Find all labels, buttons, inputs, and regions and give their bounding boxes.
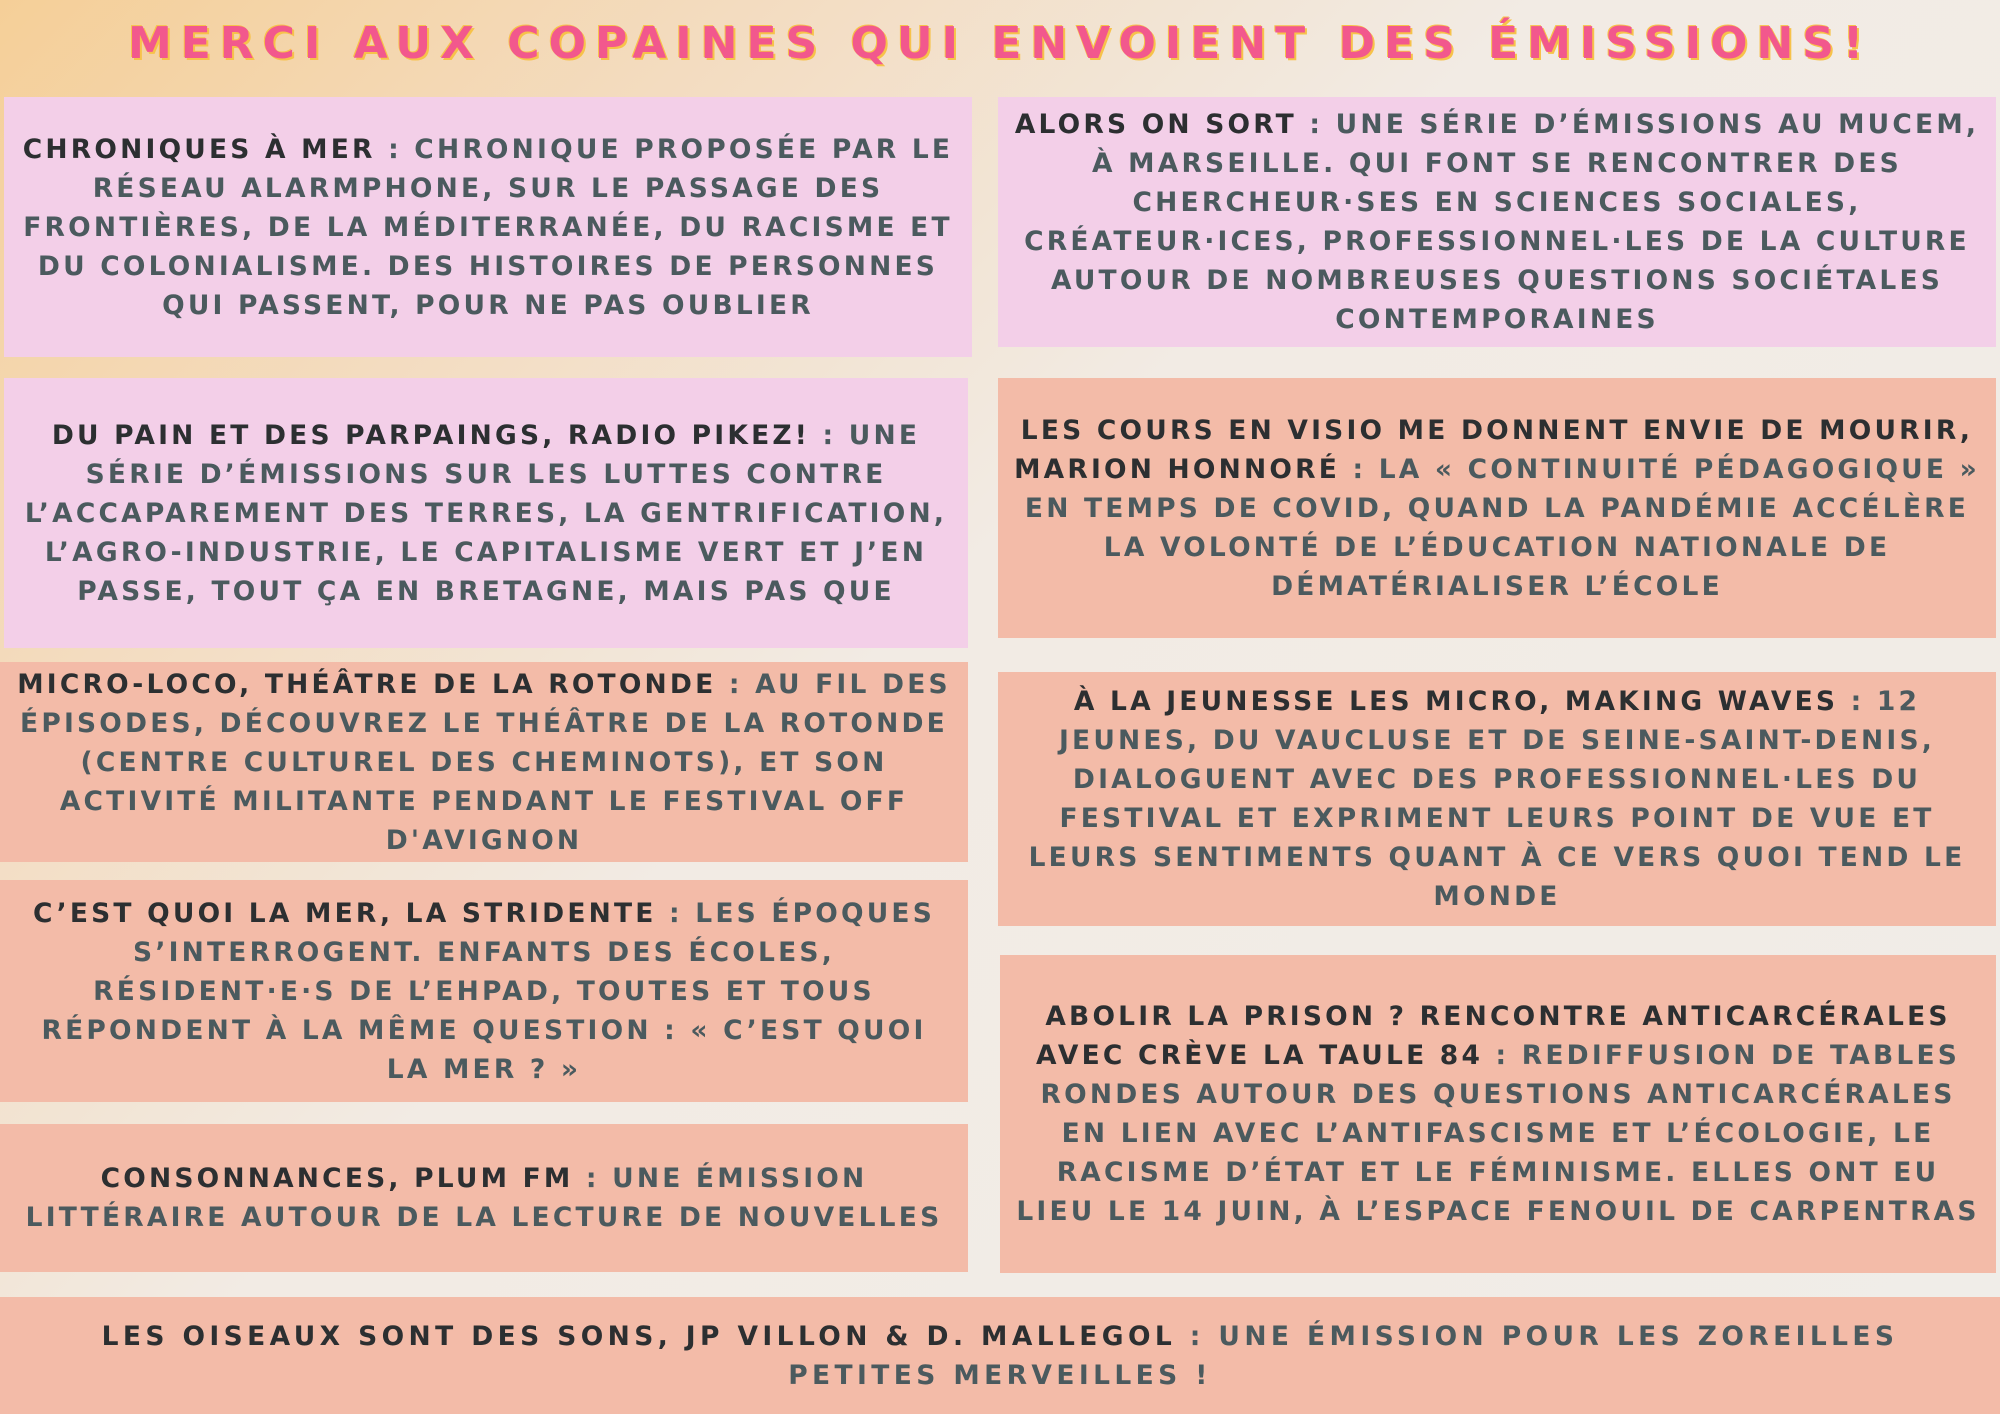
card-jeunesse-les-micro (998, 672, 1996, 926)
card-name: LES COURS EN VISIO ME DONNENT ENVIE DE MOURIR, MARION HONNORÉ (1014, 414, 1974, 485)
card-les-oiseaux-sont-des-sons (0, 1297, 2000, 1414)
card-cours-en-visio (998, 378, 1996, 638)
card-separator: : (716, 668, 756, 700)
card-cest-quoi-la-mer (0, 880, 968, 1102)
card-separator: : (1340, 453, 1379, 485)
card-name: CHRONIQUES À MER (22, 133, 376, 165)
card-consonnances (0, 1124, 968, 1272)
card-separator: : (573, 1163, 613, 1194)
card-description: UNE ÉMISSION POUR LES ZOREILLES PETITES MERVEILLES ! (788, 1320, 1899, 1391)
card-name: À LA JEUNESSE LES MICRO, MAKING WAVES (1073, 686, 1839, 717)
card-separator: : (1483, 1040, 1522, 1071)
card-description: LES ÉPOQUES S’INTERROGENT. ENFANTS DES ÉCOLES, RÉSIDENT·E·S DE L’EHPAD, TOUTES ET TOUS RÉPONDENT À LA MÊME QUESTION : « C’EST QUOI LA MER ? » (41, 897, 936, 1085)
card-chroniques-a-mer (4, 97, 972, 357)
card-separator: : (1176, 1320, 1219, 1352)
card-description: UNE SÉRIE D’ÉMISSIONS AU MUCEM, À MARSEILLE. QUI FONT SE RENCONTRER DES CHERCHEUR·SES EN SCIENCES SOCIALES, CRÉATEUR·ICES, PROFESSIONNEL·LES DE LA CULTURE AUTOUR DE NOMBREUSES QUESTIONS SOCIÉTALES CONTEMPORAINES (1024, 109, 1980, 335)
card-description: UNE SÉRIE D’ÉMISSIONS SUR LES LUTTES CONTRE L’ACCAPAREMENT DES TERRES, LA GENTRIFICATION, L’AGRO-INDUSTRIE, LE CAPITALISME VERT ET J’EN PASSE, TOUT ÇA EN BRETAGNE, MAIS PAS QUE (24, 419, 948, 607)
card-name: CONSONNANCES, PLUM FM (100, 1163, 574, 1194)
card-separator: : (375, 133, 415, 165)
card-abolir-la-prison (1000, 955, 1996, 1273)
card-separator: : (656, 897, 696, 929)
card-name: ABOLIR LA PRISON ? RENCONTRE ANTICARCÉRALES AVEC CRÈVE LA TAULE 84 (1035, 1001, 1951, 1071)
page-title: MERCI AUX COPAINES QUI ENVOIENT DES ÉMISSIONS! (127, 18, 1873, 69)
card-description: REDIFFUSION DE TABLES RONDES AUTOUR DES QUESTIONS ANTICARCÉRALES EN LIEN AVEC L’ANTIFASCISME ET L’ÉCOLOGIE, LE RACISME D’ÉTAT ET LE FÉMINISME. ELLES ONT EU LIEU LE 14 JUIN, À L’ESPACE FENOUIL DE CARPENTRAS (1016, 1040, 1980, 1227)
card-name: C’EST QUOI LA MER, LA STRIDENTE (32, 897, 657, 929)
card-separator: : (1296, 109, 1336, 140)
card-description: CHRONIQUE PROPOSÉE PAR LE RÉSEAU ALARMPHONE, SUR LE PASSAGE DES FRONTIÈRES, DE LA MÉDITERRANÉE, DU RACISME ET DU COLONIALISME. DES HISTOIRES DE PERSONNES QUI PASSENT, POUR NE PAS OUBLIER (23, 133, 954, 321)
card-alors-on-sort (998, 97, 1996, 347)
card-description: LA « CONTINUITÉ PÉDAGOGIQUE » EN TEMPS DE COVID, QUAND LA PANDÉMIE ACCÉLÈRE LA VOLONTÉ DE L’ÉDUCATION NATIONALE DE DÉMATÉRIALISER L’ÉCOLE (1024, 453, 1980, 602)
card-name: MICRO-LOCO, THÉÂTRE DE LA ROTONDE (17, 668, 717, 700)
card-micro-loco (0, 662, 968, 862)
card-description: 12 JEUNES, DU VAUCLUSE ET DE SEINE-SAINT-DENIS, DIALOGUENT AVEC DES PROFESSIONNEL·LES DU FESTIVAL ET EXPRIMENT LEURS POINT DE VUE ET LEURS SENTIMENTS QUANT À CE VERS QUOI TEND LE MONDE (1028, 686, 1966, 912)
card-description: UNE ÉMISSION LITTÉRAIRE AUTOUR DE LA LECTURE DE NOUVELLES (25, 1163, 943, 1233)
card-name: ALORS ON SORT (1014, 109, 1297, 140)
card-separator: : (810, 419, 849, 451)
card-name: DU PAIN ET DES PARPAINGS, RADIO PIKEZ! (51, 419, 811, 451)
card-du-pain-et-des-parpaings (4, 378, 968, 648)
card-separator: : (1838, 686, 1877, 717)
card-name: LES OISEAUX SONT DES SONS, JP VILLON & D. MALLEGOL (101, 1320, 1177, 1352)
card-description: AU FIL DES ÉPISODES, DÉCOUVREZ LE THÉÂTRE DE LA ROTONDE (CENTRE CULTUREL DES CHEMINOTS), ET SON ACTIVITÉ MILITANTE PENDANT LE FESTIVAL OFF D'AVIGNON (20, 668, 951, 856)
